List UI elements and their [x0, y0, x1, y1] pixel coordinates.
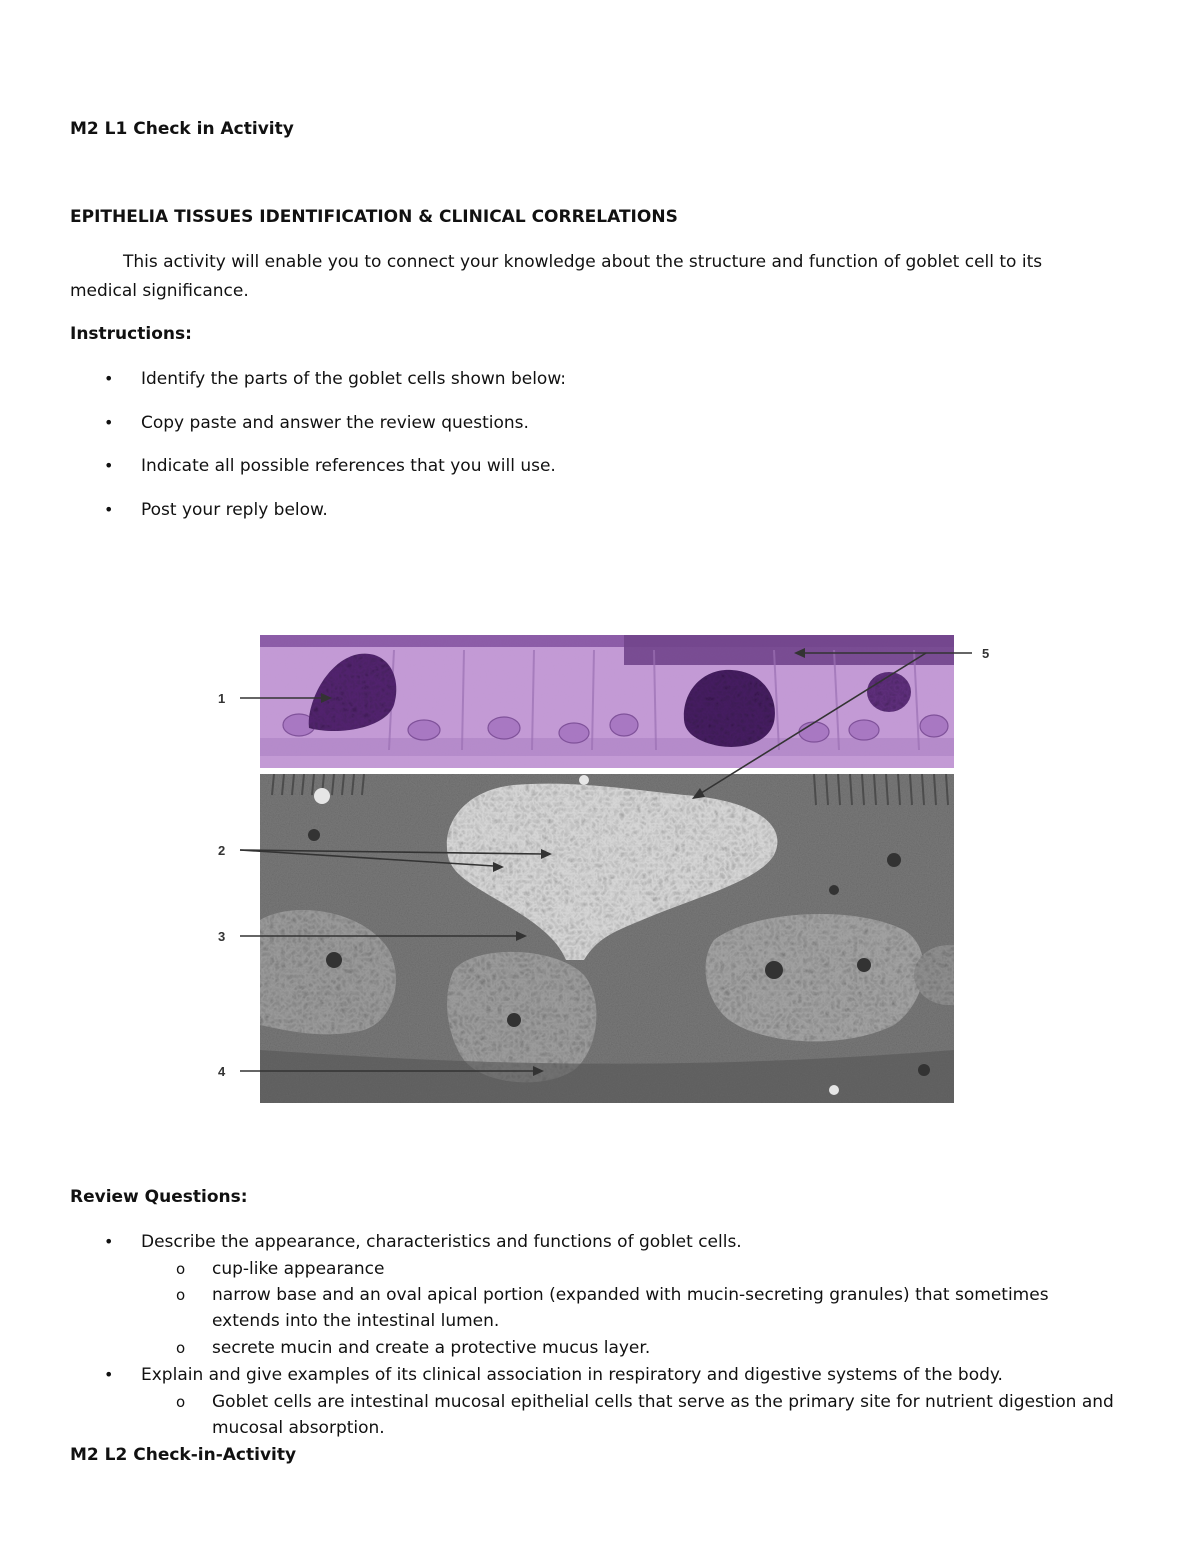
cell-nucleus-far-right: [914, 945, 984, 1005]
sub-bullet-icon: o: [176, 1393, 186, 1411]
answer-item-continued: mucosal absorption.: [212, 1418, 385, 1438]
review-question-2: Explain and give examples of its clinical association in respiratory and digestive systems of the body.: [141, 1365, 1003, 1385]
instruction-item: Identify the parts of the goblet cells shown below:: [141, 369, 567, 389]
answer-item: cup-like appearance: [212, 1259, 385, 1279]
answer-item: narrow base and an oval apical portion (expanded with mucin-secreting granules) that sometimes: [212, 1285, 1049, 1305]
cell-nucleus-right: [706, 914, 924, 1041]
next-activity-title: M2 L2 Check-in-Activity: [70, 1445, 297, 1465]
answer-item: Goblet cells are intestinal mucosal epithelial cells that serve as the primary site for nutrient digestion and: [212, 1392, 1114, 1412]
intro-line-1: This activity will enable you to connect your knowledge about the structure and function of goblet cell to its: [123, 252, 1043, 272]
sub-bullet-icon: o: [176, 1339, 186, 1357]
bullet-icon: •: [104, 500, 114, 519]
review-questions-label: Review Questions:: [70, 1187, 248, 1207]
intro-line-2: medical significance.: [70, 281, 249, 301]
answer-item: secrete mucin and create a protective mucus layer.: [212, 1338, 651, 1358]
figure-label-3: 3: [218, 929, 226, 944]
instructions-label: Instructions:: [70, 324, 192, 344]
goblet-cell-figure: [214, 630, 1004, 1105]
figure-label-1: 1: [218, 691, 226, 706]
figure-label-5: 5: [982, 646, 990, 661]
answer-item-continued: extends into the intestinal lumen.: [212, 1311, 500, 1331]
bullet-icon: •: [104, 369, 114, 388]
figure-label-2: 2: [218, 843, 226, 858]
sub-bullet-icon: o: [176, 1260, 186, 1278]
document-title: M2 L1 Check in Activity: [70, 119, 294, 139]
review-question-1: Describe the appearance, characteristics and functions of goblet cells.: [141, 1232, 742, 1252]
light-micrograph: [260, 635, 954, 768]
instruction-item: Indicate all possible references that you will use.: [141, 456, 556, 476]
bullet-icon: •: [104, 1232, 114, 1251]
instruction-item: Copy paste and answer the review questions.: [141, 413, 529, 433]
bullet-icon: •: [104, 413, 114, 432]
figure-label-4: 4: [218, 1064, 226, 1079]
electron-micrograph: [260, 774, 984, 1103]
bullet-icon: •: [104, 456, 114, 475]
bullet-icon: •: [104, 1365, 114, 1384]
sub-bullet-icon: o: [176, 1286, 186, 1304]
section-heading: EPITHELIA TISSUES IDENTIFICATION & CLINICAL CORRELATIONS: [70, 207, 678, 227]
instruction-item: Post your reply below.: [141, 500, 328, 520]
